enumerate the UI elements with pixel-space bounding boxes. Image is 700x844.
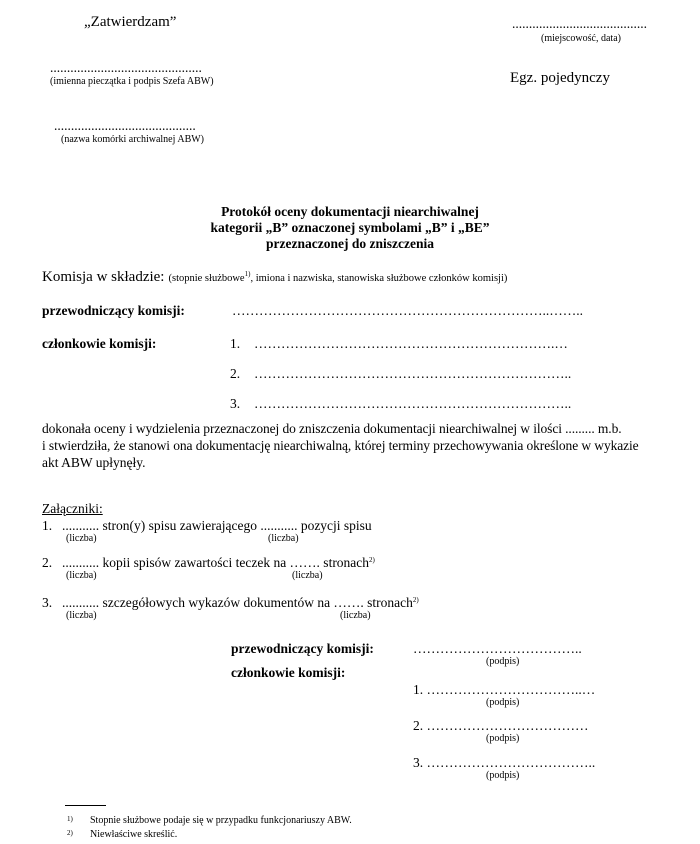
committee-intro-detail: (stopnie służbowe$^{1)}$, imiona i nazwiska, stanowiska służbowe członków komisji) <box>168 270 508 284</box>
stamp-signature-field: ............................................. <box>50 60 202 75</box>
place-date-caption: (miejscowość, data) <box>541 33 621 44</box>
attachment-3-caption-a: (liczba) <box>66 610 97 621</box>
footnote-2-text: Niewłaściwe skreślić. <box>90 829 178 840</box>
body-line-2: i stwierdziła, że stanowi ona dokumentację niearchiwalną, której terminy przechowywania określone w wykazie <box>42 438 639 453</box>
signature-member-1-field: 1. ……………………………..… <box>413 682 596 697</box>
member-3-number: 3. <box>230 396 241 411</box>
attachment-3-text: ........... szczegółowych wykazów dokumentów na ……. stronach$^{2)}$ <box>62 595 419 610</box>
archive-unit-caption: (nazwa komórki archiwalnej ABW) <box>61 134 205 145</box>
attachment-3-number: 3. <box>42 595 53 610</box>
place-date-field: ........................................ <box>512 16 647 31</box>
attachment-1-caption-b: (liczba) <box>268 533 299 544</box>
title-line-1: Protokół oceny dokumentacji niearchiwalnej <box>221 204 479 219</box>
footnote-1-text: Stopnie służbowe podaje się w przypadku funkcjonariuszy ABW. <box>90 815 352 826</box>
copy-label: Egz. pojedynczy <box>510 70 610 86</box>
title-line-2: kategorii „B” oznaczonej symbolami „B” i „BE” <box>210 220 490 235</box>
chair-label: przewodniczący komisji: <box>42 303 185 318</box>
title-line-3: przeznaczonej do zniszczenia <box>266 236 434 251</box>
signature-chair-label: przewodniczący komisji: <box>231 641 374 656</box>
attachment-2-number: 2. <box>42 555 53 570</box>
member-2-field: …………………………………………………………….. <box>254 366 572 381</box>
attachment-2-text: ........... kopii spisów zawartości teczek na ……. stronach$^{2)}$ <box>62 555 375 570</box>
approval-heading: „Zatwierdzam” <box>84 14 177 30</box>
stamp-signature-caption: (imienna pieczątka i podpis Szefa ABW) <box>50 76 214 87</box>
signature-members-label: członkowie komisji: <box>231 665 346 680</box>
member-3-field: …………………………………………………………….. <box>254 396 572 411</box>
attachment-1-number: 1. <box>42 518 53 533</box>
signature-member-2-caption: (podpis) <box>486 733 520 744</box>
signature-chair-field: ……………………………….. <box>413 641 582 656</box>
committee-intro <box>42 268 507 286</box>
archive-unit-field: .......................................... <box>54 118 196 133</box>
body-line-3: akt ABW upłynęły. <box>42 455 146 470</box>
member-1-number: 1. <box>230 336 241 351</box>
attachment-1-caption-a: (liczba) <box>66 533 97 544</box>
members-label: członkowie komisji: <box>42 336 157 351</box>
attachment-3-caption-b: (liczba) <box>340 610 371 621</box>
member-1-field: ………………………………………………………….… <box>254 336 568 351</box>
committee-intro-label: Komisja w składzie: <box>42 269 165 285</box>
member-2-number: 2. <box>230 366 241 381</box>
attachment-2-caption-b: (liczba) <box>292 570 323 581</box>
footnote-2-mark: 2) <box>67 829 73 837</box>
footnote-ref-2: 2) <box>369 556 375 564</box>
signature-member-3-caption: (podpis) <box>486 770 520 781</box>
attachment-2-caption-a: (liczba) <box>66 570 97 581</box>
chair-field: ……………………………………………………………..…….. <box>232 303 583 318</box>
signature-chair-caption: (podpis) <box>486 656 520 667</box>
signature-member-1-caption: (podpis) <box>486 697 520 708</box>
attachment-1-text: ........... stron(y) spisu zawierającego ........... pozycji spisu <box>62 518 372 533</box>
footnote-separator <box>65 805 106 806</box>
signature-member-3-field: 3. ……………………………….. <box>413 755 596 770</box>
footnote-ref-2b: 2) <box>412 596 419 604</box>
attachments-heading: Załączniki: <box>42 501 103 516</box>
footnote-1-mark: 1) <box>67 815 73 823</box>
signature-member-2-field: 2. ……………………………… <box>413 718 589 733</box>
body-line-1: dokonała oceny i wydzielenia przeznaczonej do zniszczenia dokumentacji niearchiwalnej w ilości ......... m.b. <box>42 421 622 436</box>
footnote-ref-1: 1) <box>244 270 251 278</box>
